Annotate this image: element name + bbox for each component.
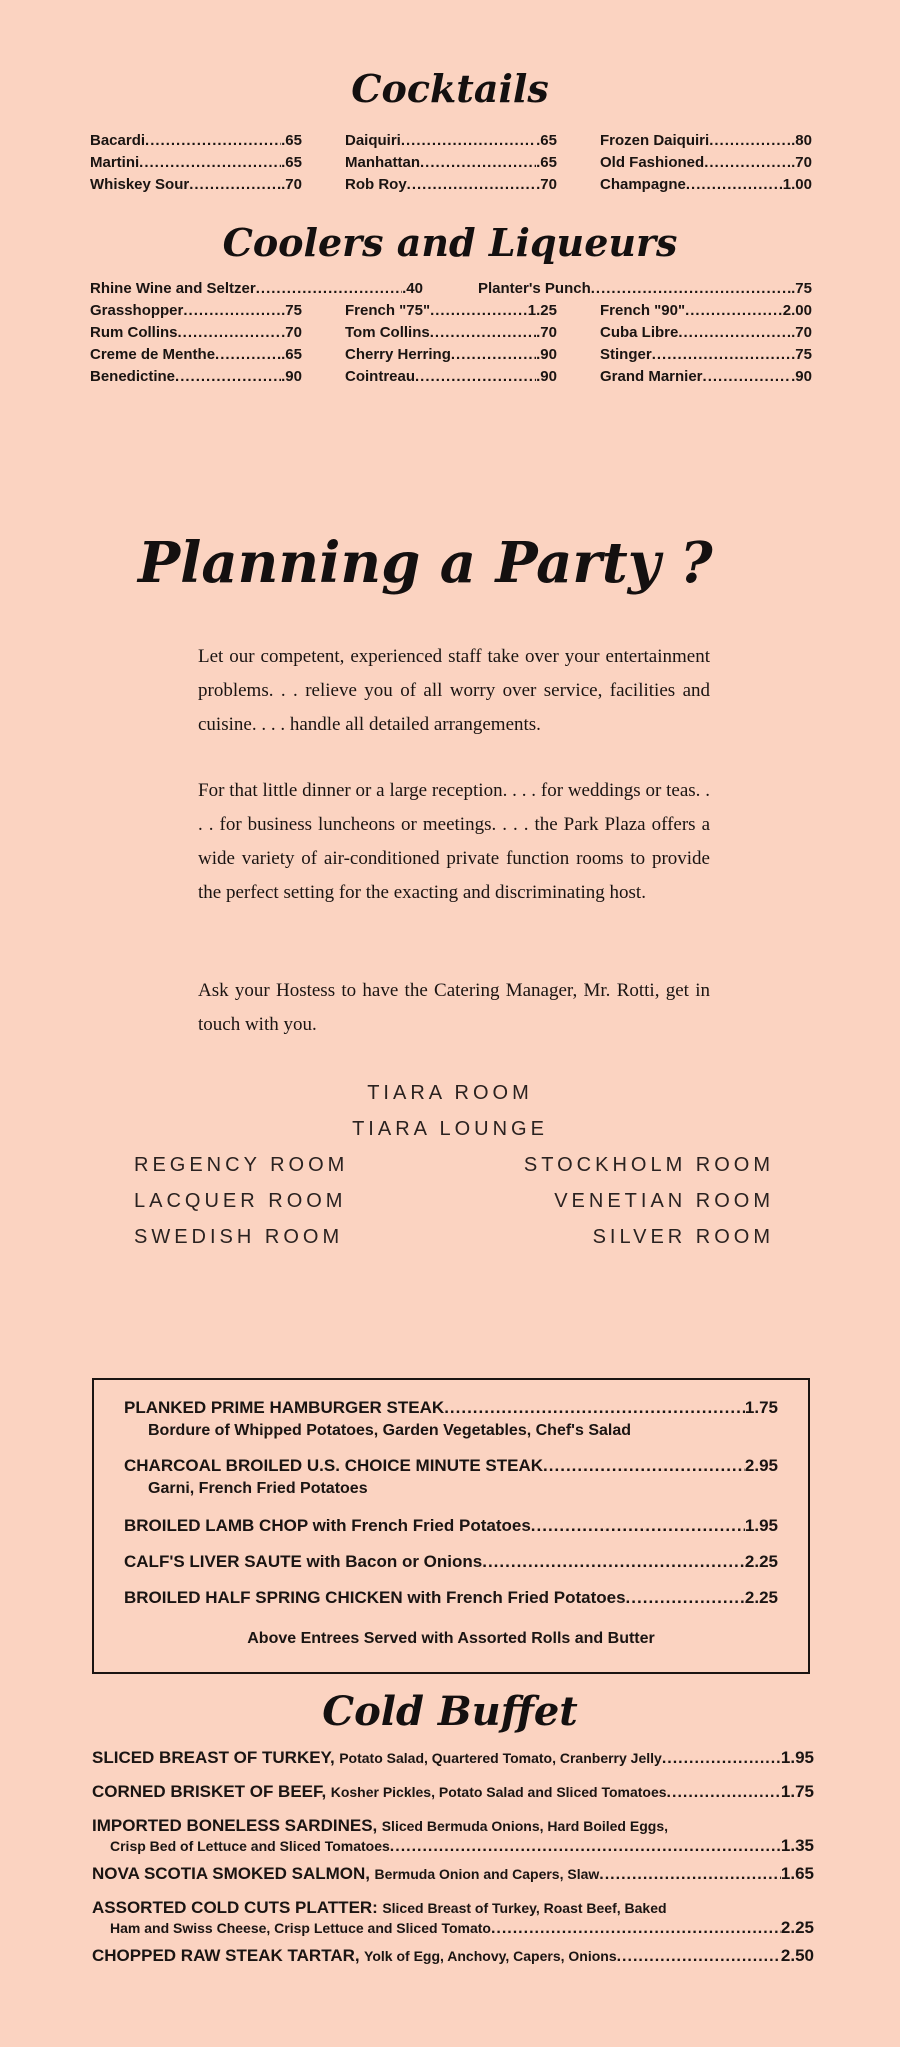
buffet-line xyxy=(92,1748,814,1768)
item-name: Stinger xyxy=(600,346,652,363)
entree-description: Bordure of Whipped Potatoes, Garden Vegetables, Chef's Salad xyxy=(148,1422,632,1439)
leader-dots xyxy=(703,366,792,388)
coolers-heading: Coolers and Liqueurs xyxy=(222,220,678,265)
leader-dots xyxy=(482,1552,745,1572)
buffet-name: IMPORTED BONELESS SARDINES, xyxy=(92,1816,378,1835)
buffet-item xyxy=(92,1748,814,1768)
leader-dots xyxy=(678,322,791,344)
menu-item xyxy=(600,174,812,196)
buffet-description: Potato Salad, Quartered Tomato, Cranberry Jelly xyxy=(339,1750,662,1766)
entree-item xyxy=(124,1398,778,1440)
leader-dots xyxy=(430,300,528,322)
item-price: 1.75 xyxy=(744,1398,778,1417)
leader-dots xyxy=(183,300,281,322)
item-price: .90 xyxy=(536,368,557,385)
leader-dots xyxy=(430,322,536,344)
buffet-name: CORNED BRISKET OF BEEF, xyxy=(92,1782,327,1801)
leader-dots xyxy=(704,152,791,174)
item-price: 1.95 xyxy=(744,1516,778,1535)
room-name: VENETIAN ROOM xyxy=(554,1190,774,1212)
item-price: 1.25 xyxy=(527,302,557,319)
menu-item xyxy=(345,300,557,322)
item-price: 2.25 xyxy=(744,1588,778,1607)
item-name: Rob Roy xyxy=(345,176,407,193)
item-price: .70 xyxy=(791,324,812,341)
item-name: Martini xyxy=(90,154,140,171)
leader-dots xyxy=(451,344,536,366)
buffet-name: SLICED BREAST OF TURKEY, xyxy=(92,1748,335,1767)
party-paragraph: For that little dinner or a large reception. . . . for weddings or teas. . . . for business luncheons or meetings. . . . the Park Plaza offers a wide variety of air-conditioned private function rooms to provide the perfect setting for the exacting and discriminating host. xyxy=(198,780,710,903)
buffet-name: CHOPPED RAW STEAK TARTAR, xyxy=(92,1946,360,1965)
leader-dots xyxy=(444,1398,745,1418)
item-price: .75 xyxy=(791,280,812,297)
item-name: French "90" xyxy=(600,302,686,319)
menu-item xyxy=(345,174,557,196)
buffet-description: Sliced Breast of Turkey, Roast Beef, Baked xyxy=(382,1900,667,1916)
buffet-line xyxy=(92,1816,814,1836)
item-price: .70 xyxy=(791,154,812,171)
item-price: 1.95 xyxy=(780,1748,814,1767)
buffet-item xyxy=(92,1816,814,1856)
party-paragraph: Ask your Hostess to have the Catering Manager, Mr. Rotti, get in touch with you. xyxy=(198,980,710,1035)
leader-dots xyxy=(652,344,791,366)
leader-dots xyxy=(531,1516,745,1536)
item-name: Cherry Herring xyxy=(345,346,451,363)
item-price: .70 xyxy=(536,176,557,193)
leader-dots xyxy=(626,1588,745,1608)
menu-item xyxy=(345,152,557,174)
menu-item xyxy=(124,1516,778,1536)
leader-dots xyxy=(139,152,281,174)
item-price: .65 xyxy=(536,154,557,171)
menu-item xyxy=(90,300,302,322)
item-price: .90 xyxy=(791,368,812,385)
menu-item xyxy=(600,366,812,388)
room-name: SILVER ROOM xyxy=(592,1226,774,1248)
leader-dots xyxy=(686,174,783,196)
item-price: .80 xyxy=(791,132,812,149)
item-price: .90 xyxy=(536,346,557,363)
menu-item xyxy=(345,366,557,388)
entree-item xyxy=(124,1516,778,1536)
leader-dots xyxy=(709,130,791,152)
item-price: .65 xyxy=(281,346,302,363)
buffet-line xyxy=(92,1864,814,1884)
entree-item xyxy=(124,1552,778,1572)
buffet-description-cont: Crisp Bed of Lettuce and Sliced Tomatoes xyxy=(110,1838,390,1854)
room-name: LACQUER ROOM xyxy=(134,1190,347,1212)
leader-dots xyxy=(407,174,536,196)
buffet-title xyxy=(92,1782,667,1802)
item-name: Cuba Libre xyxy=(600,324,679,341)
item-name: CALF'S LIVER SAUTE with Bacon or Onions xyxy=(124,1552,483,1571)
menu-item xyxy=(90,278,423,300)
item-price: 1.75 xyxy=(780,1782,814,1801)
item-price: .65 xyxy=(536,132,557,149)
leader-dots xyxy=(189,174,281,196)
item-name: Planter's Punch xyxy=(478,280,591,297)
buffet-line xyxy=(92,1946,814,1966)
buffet-description-cont: Ham and Swiss Cheese, Crisp Lettuce and Sliced Tomato xyxy=(110,1920,491,1936)
item-price: 1.35 xyxy=(780,1836,814,1855)
menu-item xyxy=(124,1456,778,1476)
item-name: CHARCOAL BROILED U.S. CHOICE MINUTE STEAK xyxy=(124,1456,544,1475)
item-name: French "75" xyxy=(345,302,431,319)
item-name: Champagne xyxy=(600,176,686,193)
buffet-item xyxy=(92,1864,814,1884)
leader-dots xyxy=(401,130,536,152)
entree-description: Garni, French Fried Potatoes xyxy=(148,1480,368,1497)
item-name: BROILED HALF SPRING CHICKEN with French Fried Potatoes xyxy=(124,1588,626,1607)
buffet-line xyxy=(92,1918,814,1938)
item-name: Old Fashioned xyxy=(600,154,705,171)
menu-item xyxy=(90,152,302,174)
menu-item xyxy=(600,130,812,152)
menu-item xyxy=(90,366,302,388)
leader-dots xyxy=(599,1866,781,1884)
item-name: Frozen Daiquiri xyxy=(600,132,710,149)
buffet-heading: Cold Buffet xyxy=(322,1688,578,1735)
leader-dots xyxy=(420,152,536,174)
leader-dots xyxy=(591,278,791,300)
item-name: PLANKED PRIME HAMBURGER STEAK xyxy=(124,1398,445,1417)
menu-item xyxy=(345,322,557,344)
entrees-note: Above Entrees Served with Assorted Rolls and Butter xyxy=(247,1630,655,1647)
leader-dots xyxy=(543,1456,745,1476)
item-price: 2.50 xyxy=(780,1946,814,1965)
buffet-item xyxy=(92,1946,814,1966)
buffet-name: NOVA SCOTIA SMOKED SALMON, xyxy=(92,1864,370,1883)
item-price: 2.00 xyxy=(782,302,812,319)
leader-dots xyxy=(215,344,281,366)
item-name: Rhine Wine and Seltzer xyxy=(90,280,256,297)
room-name: TIARA LOUNGE xyxy=(352,1118,548,1140)
item-name: Bacardi xyxy=(90,132,146,149)
item-name: Grand Marnier xyxy=(600,368,703,385)
menu-item xyxy=(345,130,557,152)
menu-item xyxy=(90,130,302,152)
menu-item xyxy=(600,300,812,322)
room-name: TIARA ROOM xyxy=(367,1082,533,1104)
menu-item xyxy=(600,344,812,366)
menu-item xyxy=(600,322,812,344)
item-price: .65 xyxy=(281,132,302,149)
item-name: Whiskey Sour xyxy=(90,176,190,193)
item-price: .70 xyxy=(536,324,557,341)
item-price: .70 xyxy=(281,324,302,341)
menu-item xyxy=(90,174,302,196)
item-price: 2.95 xyxy=(744,1456,778,1475)
item-price: .65 xyxy=(281,154,302,171)
leader-dots xyxy=(685,300,783,322)
buffet-description: Sliced Bermuda Onions, Hard Boiled Eggs, xyxy=(381,1818,668,1834)
item-name: BROILED LAMB CHOP with French Fried Potatoes xyxy=(124,1516,531,1535)
buffet-name: ASSORTED COLD CUTS PLATTER: xyxy=(92,1898,378,1917)
buffet-line xyxy=(92,1782,814,1802)
item-price: .90 xyxy=(281,368,302,385)
leader-dots xyxy=(256,278,402,300)
menu-item xyxy=(600,152,812,174)
leader-dots xyxy=(617,1948,781,1966)
item-name: Cointreau xyxy=(345,368,416,385)
item-name: Tom Collins xyxy=(345,324,430,341)
item-price: .75 xyxy=(791,346,812,363)
leader-dots xyxy=(667,1784,781,1802)
item-price: .70 xyxy=(281,176,302,193)
entree-item xyxy=(124,1588,778,1608)
leader-dots xyxy=(415,366,536,388)
buffet-title xyxy=(92,1946,617,1966)
buffet-description: Kosher Pickles, Potato Salad and Sliced Tomatoes xyxy=(330,1784,667,1800)
item-price: 2.25 xyxy=(744,1552,778,1571)
menu-item xyxy=(90,344,302,366)
cocktails-heading: Cocktails xyxy=(351,66,549,111)
room-name: STOCKHOLM ROOM xyxy=(523,1154,774,1176)
menu-item xyxy=(124,1398,778,1418)
room-name: SWEDISH ROOM xyxy=(134,1226,344,1248)
buffet-item xyxy=(92,1782,814,1802)
leader-dots xyxy=(175,366,281,388)
leader-dots xyxy=(491,1920,781,1938)
buffet-line xyxy=(92,1836,814,1856)
item-name: Creme de Menthe xyxy=(90,346,216,363)
leader-dots xyxy=(145,130,281,152)
buffet-description: Bermuda Onion and Capers, Slaw xyxy=(374,1866,600,1882)
party-paragraph: Let our competent, experienced staff take over your entertainment problems. . . relieve you of all worry over service, facilities and cuisine. . . . handle all detailed arrangements. xyxy=(198,646,710,735)
item-name: Benedictine xyxy=(90,368,176,385)
entrees-box xyxy=(92,1378,810,1674)
item-price: 1.00 xyxy=(782,176,812,193)
item-name: Daiquiri xyxy=(345,132,401,149)
item-name: Rum Collins xyxy=(90,324,178,341)
menu-item xyxy=(345,344,557,366)
menu-item xyxy=(478,278,812,300)
party-heading: Planning a Party ? xyxy=(138,530,713,596)
buffet-title xyxy=(92,1748,662,1768)
buffet-item xyxy=(92,1898,814,1938)
menu-item xyxy=(90,322,302,344)
buffet-description: Yolk of Egg, Anchovy, Capers, Onions xyxy=(364,1948,617,1964)
leader-dots xyxy=(390,1838,781,1856)
buffet-title xyxy=(92,1864,599,1884)
room-name: REGENCY ROOM xyxy=(134,1154,349,1176)
leader-dots xyxy=(178,322,282,344)
item-price: .40 xyxy=(402,280,423,297)
leader-dots xyxy=(662,1750,781,1768)
buffet-line xyxy=(92,1898,814,1918)
item-price: .75 xyxy=(281,302,302,319)
item-price: 1.65 xyxy=(780,1864,814,1883)
item-name: Manhattan xyxy=(345,154,420,171)
entree-item xyxy=(124,1456,778,1498)
menu-item xyxy=(124,1588,778,1608)
menu-item xyxy=(124,1552,778,1572)
item-name: Grasshopper xyxy=(90,302,184,319)
item-price: 2.25 xyxy=(780,1918,814,1937)
